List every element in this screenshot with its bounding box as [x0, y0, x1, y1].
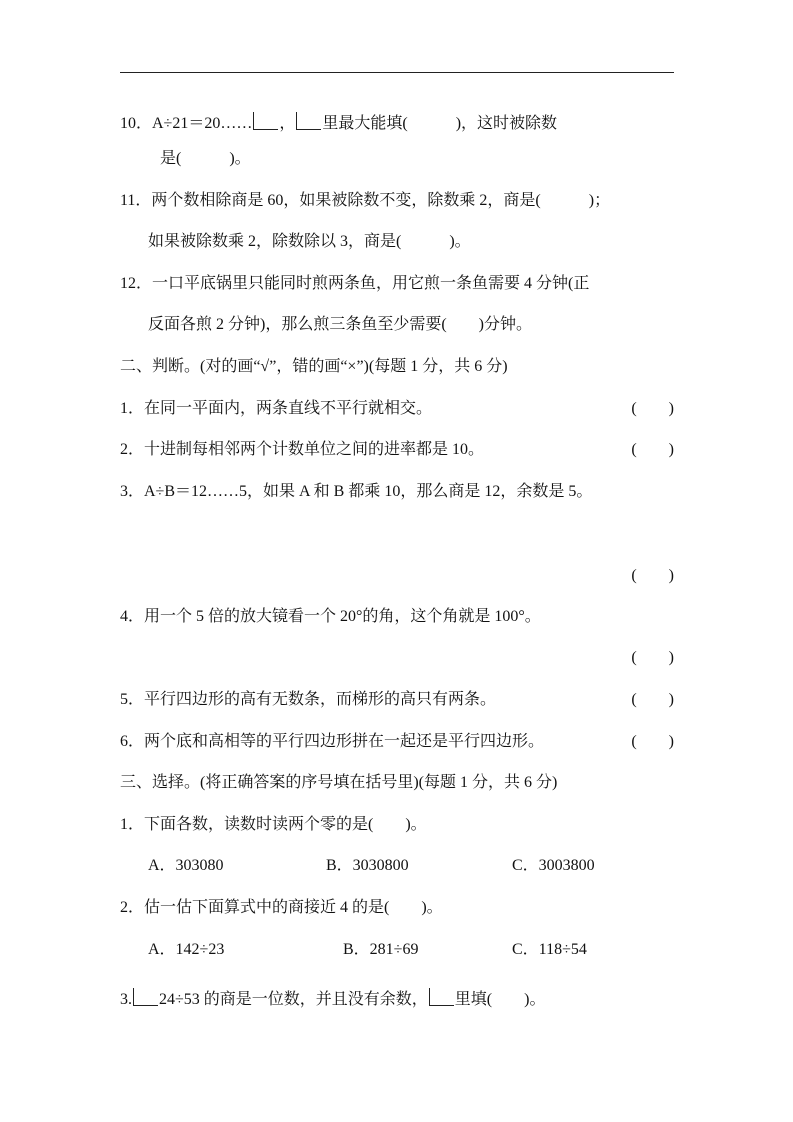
choice-2-option-c[interactable]: C．118÷54	[512, 941, 587, 958]
choice-1-option-c[interactable]: C．3003800	[512, 857, 595, 874]
judge-answer-2[interactable]: ( )	[631, 441, 674, 458]
question-11-line2: 如果被除数乘 2，除数除以 3，商是( )。	[148, 233, 471, 250]
question-11-line1: 11．两个数相除商是 60，如果被除数不变，除数乘 2，商是( )；	[120, 192, 611, 209]
choice-item-1: 1．下面各数，读数时读两个零的是( )。	[120, 816, 427, 833]
judge-item-1: 1．在同一平面内，两条直线不平行就相交。	[120, 400, 433, 417]
question-12-line1: 12．一口平底锅里只能同时煎两条鱼，用它煎一条鱼需要 4 分钟(正	[120, 275, 590, 292]
section-3-title: 三、选择。(将正确答案的序号填在括号里)(每题 1 分，共 6 分)	[120, 774, 558, 791]
question-10-text-b: ，	[279, 115, 296, 132]
choice-1-option-b[interactable]: B．3030800	[326, 857, 409, 874]
choice-item-3-text: 24÷53 的商是一位数，并且没有余数，	[159, 991, 428, 1008]
choice-item-2: 2．估一估下面算式中的商接近 4 的是( )。	[120, 899, 443, 916]
question-10-line2: 是( )。	[160, 150, 251, 167]
judge-answer-1[interactable]: ( )	[631, 400, 674, 417]
judge-item-4: 4．用一个 5 倍的放大镜看一个 20°的角，这个角就是 100°。	[120, 608, 541, 625]
judge-answer-6[interactable]: ( )	[631, 733, 674, 750]
choice-1-option-a[interactable]: A．303080	[148, 857, 224, 874]
question-10-text-a: 10．A÷21＝20……	[120, 115, 253, 132]
judge-answer-5[interactable]: ( )	[631, 691, 674, 708]
judge-item-3: 3．A÷B＝12……5，如果 A 和 B 都乘 10，那么商是 12，余数是 5。	[120, 483, 593, 500]
judge-item-5: 5．平行四边形的高有无数条，而梯形的高只有两条。	[120, 691, 497, 708]
section-2-title: 二、判断。(对的画“√”，错的画“×”)(每题 1 分，共 6 分)	[120, 358, 508, 375]
blank-box[interactable]	[296, 112, 321, 130]
blank-box[interactable]	[253, 112, 278, 130]
header-rule	[120, 72, 674, 73]
blank-box[interactable]	[133, 988, 158, 1006]
judge-answer-3[interactable]: ( )	[631, 567, 674, 584]
question-10	[120, 112, 557, 132]
judge-answer-4[interactable]: ( )	[631, 649, 674, 666]
choice-item-3	[120, 988, 545, 1008]
question-12-line2: 反面各煎 2 分钟)，那么煎三条鱼至少需要( )分钟。	[148, 316, 532, 333]
choice-item-3-text-end: 里填( )。	[454, 991, 546, 1008]
blank-box[interactable]	[429, 988, 454, 1006]
judge-item-2: 2．十进制每相邻两个计数单位之间的进率都是 10。	[120, 441, 485, 458]
choice-2-option-a[interactable]: A．142÷23	[148, 941, 225, 958]
judge-item-6: 6．两个底和高相等的平行四边形拼在一起还是平行四边形。	[120, 733, 545, 750]
choice-2-option-b[interactable]: B．281÷69	[343, 941, 419, 958]
question-10-text-c: 里最大能填( )，这时被除数	[322, 115, 558, 132]
choice-item-3-number: 3.	[120, 991, 132, 1008]
